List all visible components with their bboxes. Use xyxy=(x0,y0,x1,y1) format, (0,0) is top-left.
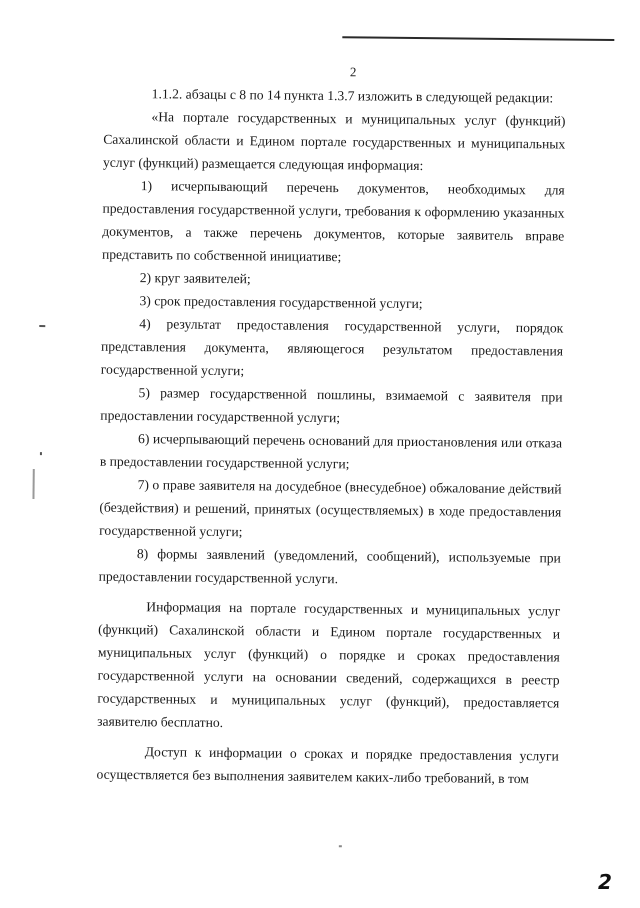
list-item-4: 4) результат предоставления государственной услуги, порядок представления документа, являющегося результатом предоставления государственной услуги; xyxy=(100,316,564,379)
list-item-8: 8) формы заявлений (уведомлений, сообщений), используемые при предоставлении государственной услуги. xyxy=(98,546,561,587)
header-rule xyxy=(342,36,614,41)
paragraph-portal-info: «На портале государственных и муниципальных услуг (функций) Сахалинской области и Едином портале государственных и муниципальных услуг (функций) размещается следующая информация: xyxy=(102,109,566,174)
paragraph-access: Доступ к информации о сроках и порядке предоставления услуги осуществляется без выполнения заявителем каких-либо требований, в том xyxy=(96,744,559,787)
paragraph-amendment-intro: 1.1.2. абзацы с 8 по 14 пункта 1.3.7 изложить в следующей редакции: xyxy=(151,86,554,106)
list-item-5: 5) размер государственной пошлины, взимаемой с заявителя при предоставлении государственной услуги; xyxy=(100,385,563,426)
paragraph-information-free: Информация на портале государственных и муниципальных услуг (функций) Сахалинской области и Едином портале государственных и муниципальных услуг (функций) о порядке и сроках предоставления государственной услуги на основании сведений, содержащихся в реестр государственных и муниципальных услуг (функций), предоставляется заявителю бесплатно. xyxy=(97,599,561,730)
scan-mark xyxy=(339,845,342,847)
document-body xyxy=(96,82,565,791)
scan-mark xyxy=(40,452,42,455)
handwritten-page-number: 2 xyxy=(598,870,612,894)
list-item-6: 6) исчерпывающий перечень оснований для приостановления или отказа в предоставлении государственной услуги; xyxy=(99,431,563,472)
list-item-1: 1) исчерпывающий перечень документов, необходимых для предоставления государственной услуги, требования к оформлению указанных документов, а также перечень документов, которые заявитель вправе представить по собственной инициативе; xyxy=(101,178,565,265)
list-item-7: 7) о праве заявителя на досудебное (внесудебное) обжалование действий (бездействия) и решений, принятых (осуществляемых) в ходе предоставления государственной услуги; xyxy=(99,477,562,540)
list-item-3: 3) срок предоставления государственной услуги; xyxy=(139,293,423,312)
page-number: 2 xyxy=(349,64,357,80)
scan-mark xyxy=(32,469,34,499)
scan-mark xyxy=(39,325,45,327)
list-item-2: 2) круг заявителей; xyxy=(139,270,251,287)
